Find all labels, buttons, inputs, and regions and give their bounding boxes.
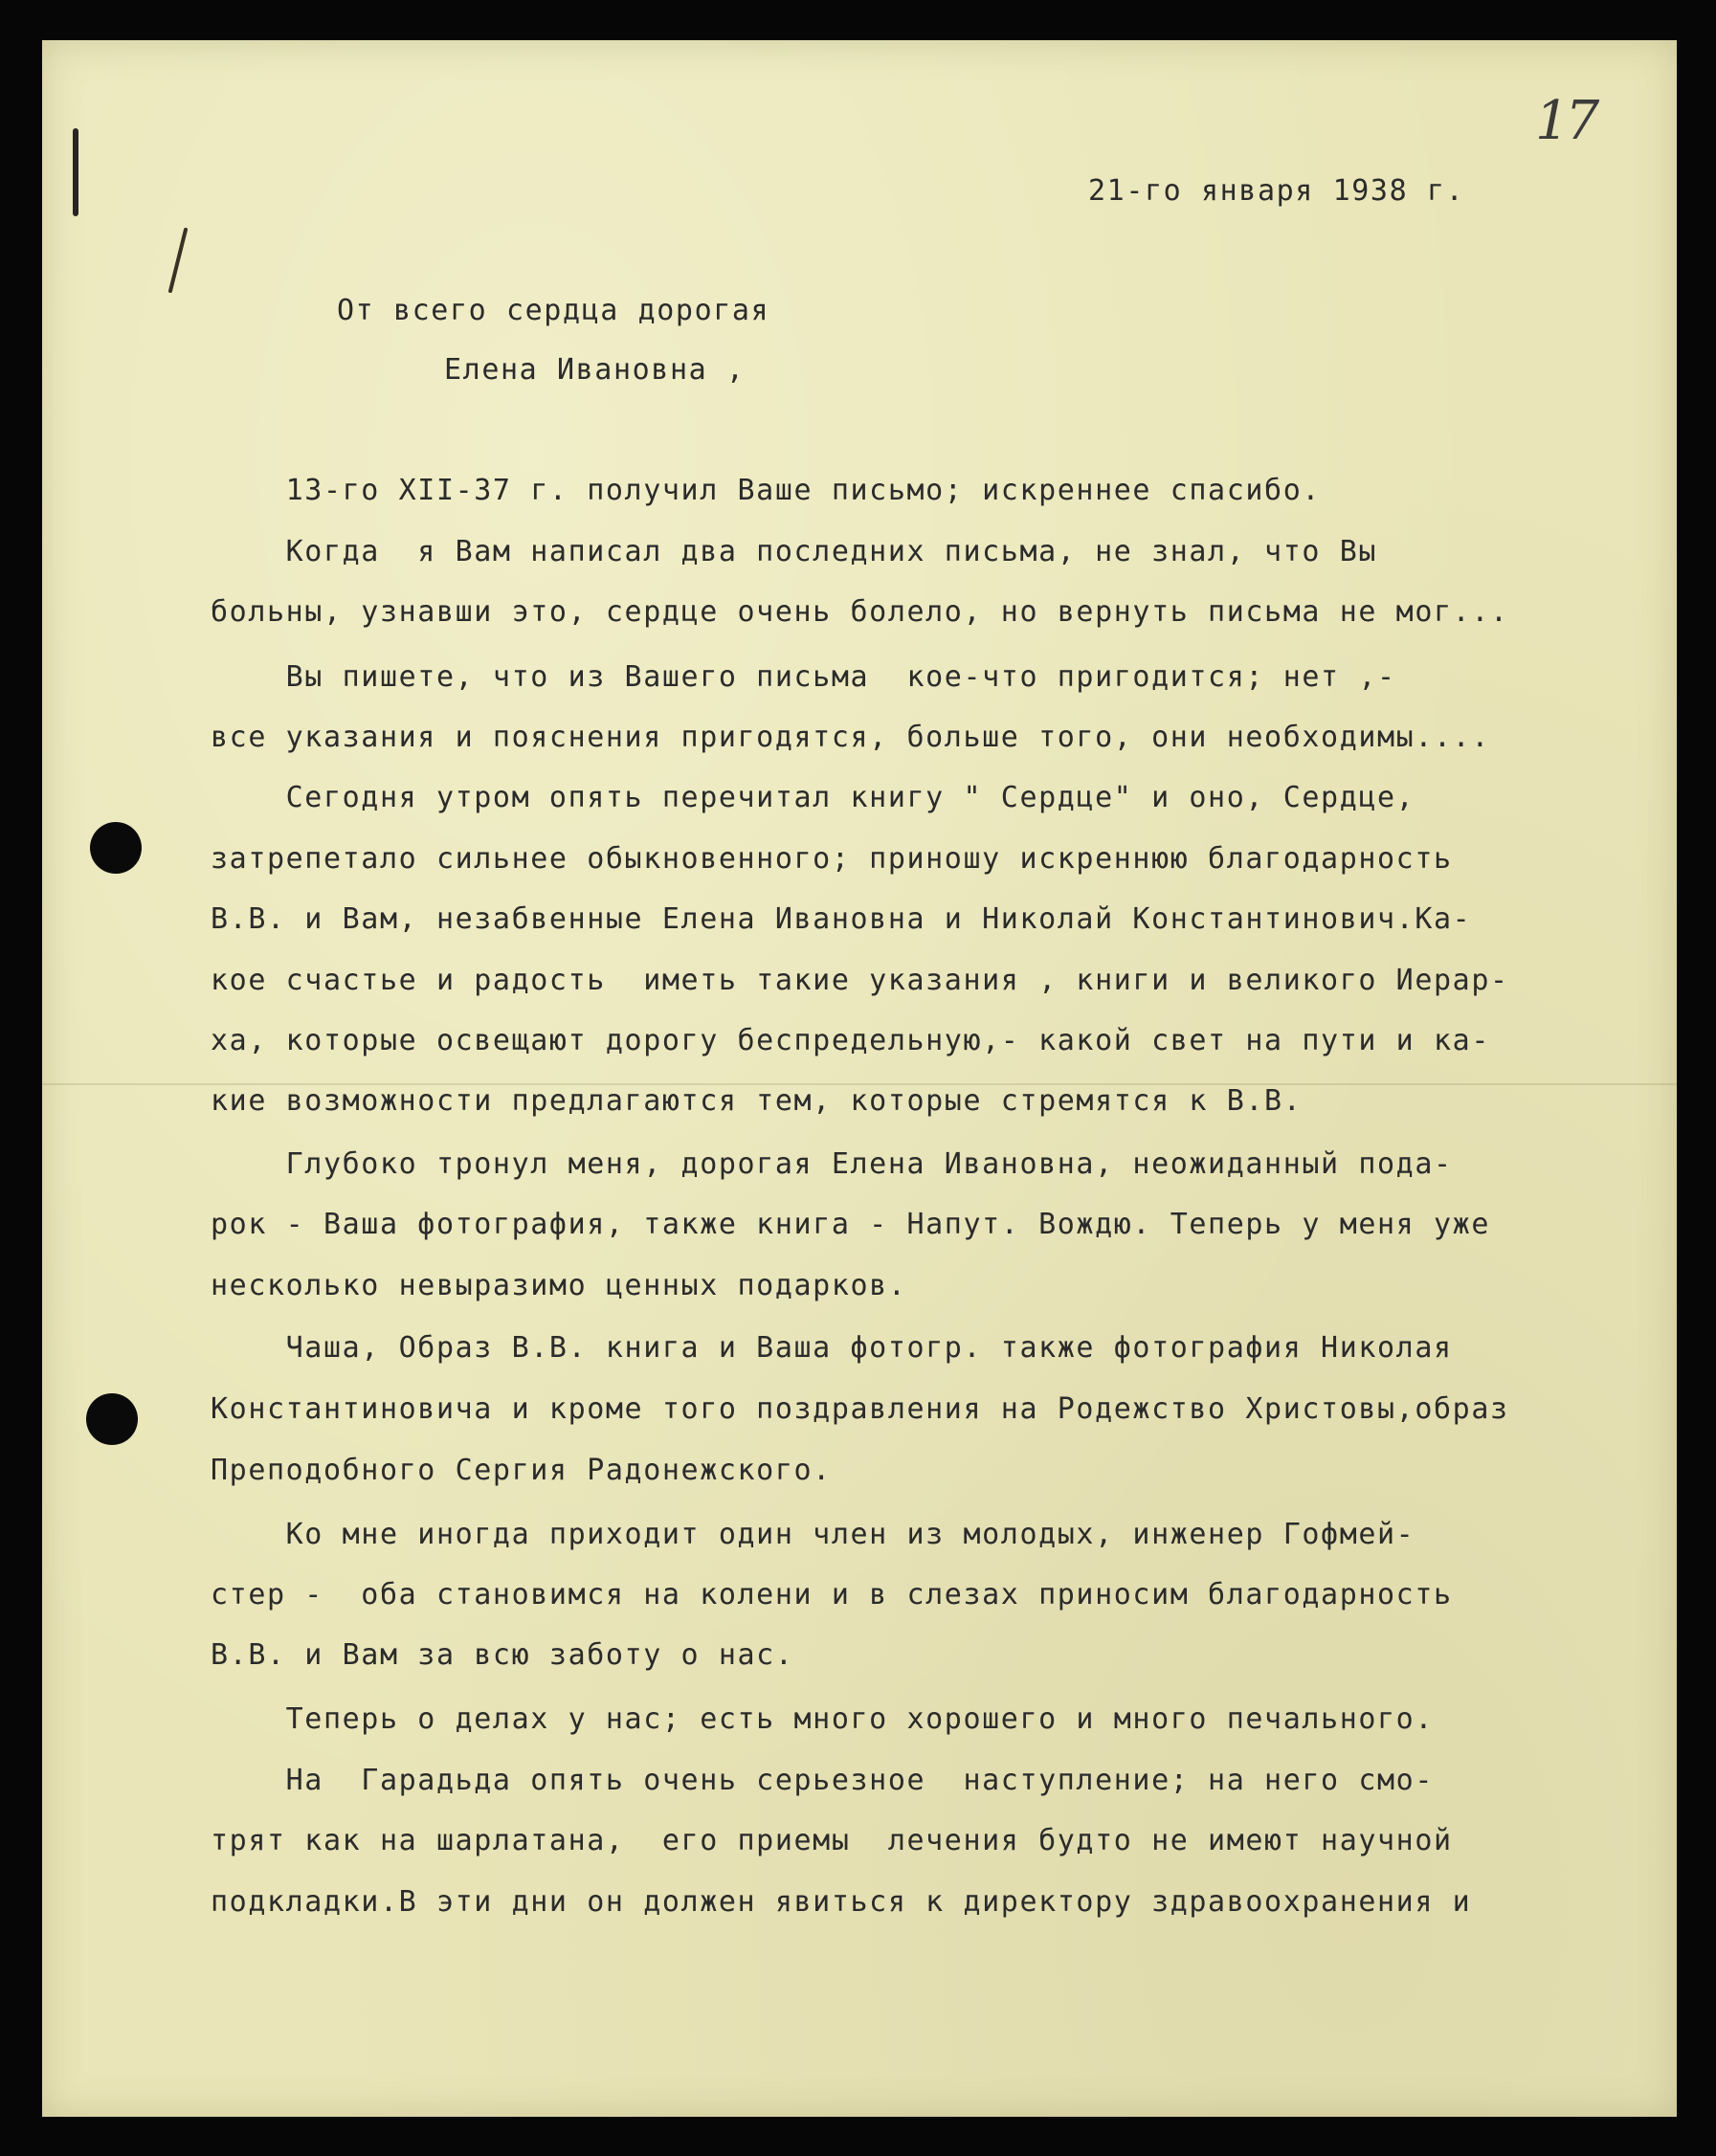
body-line: Когда я Вам написал два последних письма, не знал, что Вы bbox=[211, 535, 1378, 568]
body-line: Константиновича и кроме того поздравления на Родежство Христовы,образ bbox=[211, 1392, 1509, 1426]
body-line: Теперь о делах у нас; есть много хорошего и много печального. bbox=[211, 1702, 1434, 1736]
body-line: На Гарадьда опять очень серьезное наступление; на него смо- bbox=[211, 1764, 1434, 1797]
body-line: больны, узнавши это, сердце очень болело, но вернуть письма не мог... bbox=[211, 595, 1509, 629]
letter-date: 21-го января 1938 г. bbox=[1088, 174, 1465, 208]
body-line: В.В. и Вам, незабвенные Елена Ивановна и Николай Константинович.Ка- bbox=[211, 902, 1472, 936]
body-line: стер - оба становимся на колени и в слезах приносим благодарность bbox=[211, 1578, 1453, 1611]
body-line: подкладки.В эти дни он должен явиться к директору здравоохранения и bbox=[211, 1885, 1472, 1919]
body-line: все указания и пояснения пригодятся, больше того, они необходимы.... bbox=[211, 721, 1490, 754]
body-line: Чаша, Образ В.В. книга и Ваша фотогр. также фотография Николая bbox=[211, 1331, 1453, 1365]
body-line: трят как на шарлатана, его приемы лечения будто не имеют научной bbox=[211, 1824, 1453, 1857]
body-line: Сегодня утром опять перечитал книгу " Сердце" и оно, Сердце, bbox=[211, 781, 1415, 814]
salutation-line: От всего сердца дорогая bbox=[337, 294, 770, 327]
staple-mark bbox=[73, 128, 78, 216]
page-number: 17 bbox=[1535, 90, 1596, 152]
body-line: Глубоко тронул меня, дорогая Елена Ивановна, неожиданный пода- bbox=[211, 1147, 1453, 1181]
body-line: рок - Ваша фотография, также книга - Напут. Вождю. Теперь у меня уже bbox=[211, 1208, 1490, 1241]
body-line: Преподобного Сергия Радонежского. bbox=[211, 1454, 832, 1487]
body-line: кое счастье и радость иметь такие указания , книги и великого Иерар- bbox=[211, 964, 1509, 997]
body-line: несколько невыразимо ценных подарков. bbox=[211, 1269, 907, 1302]
body-line: 13-го XII-37 г. получил Ваше письмо; искреннее спасибо. bbox=[211, 474, 1322, 507]
salutation-name: Елена Ивановна , bbox=[444, 353, 746, 387]
punch-hole-bottom bbox=[86, 1393, 138, 1445]
body-line: ха, которые освещают дорогу беспредельную,- какой свет на пути и ка- bbox=[211, 1024, 1490, 1057]
punch-hole-top bbox=[90, 822, 142, 874]
body-line: затрепетало сильнее обыкновенного; приношу искреннюю благодарность bbox=[211, 842, 1453, 876]
body-line: кие возможности предлагаются тем, которые стремятся к В.В. bbox=[211, 1084, 1303, 1118]
body-line: Вы пишете, что из Вашего письма кое-что пригодится; нет ,- bbox=[211, 660, 1396, 694]
letter-page bbox=[42, 40, 1677, 2117]
body-line: Ко мне иногда приходит один член из молодых, инженер Гофмей- bbox=[211, 1518, 1415, 1551]
body-line: В.В. и Вам за всю заботу о нас. bbox=[211, 1638, 794, 1672]
pin-mark bbox=[168, 228, 189, 294]
